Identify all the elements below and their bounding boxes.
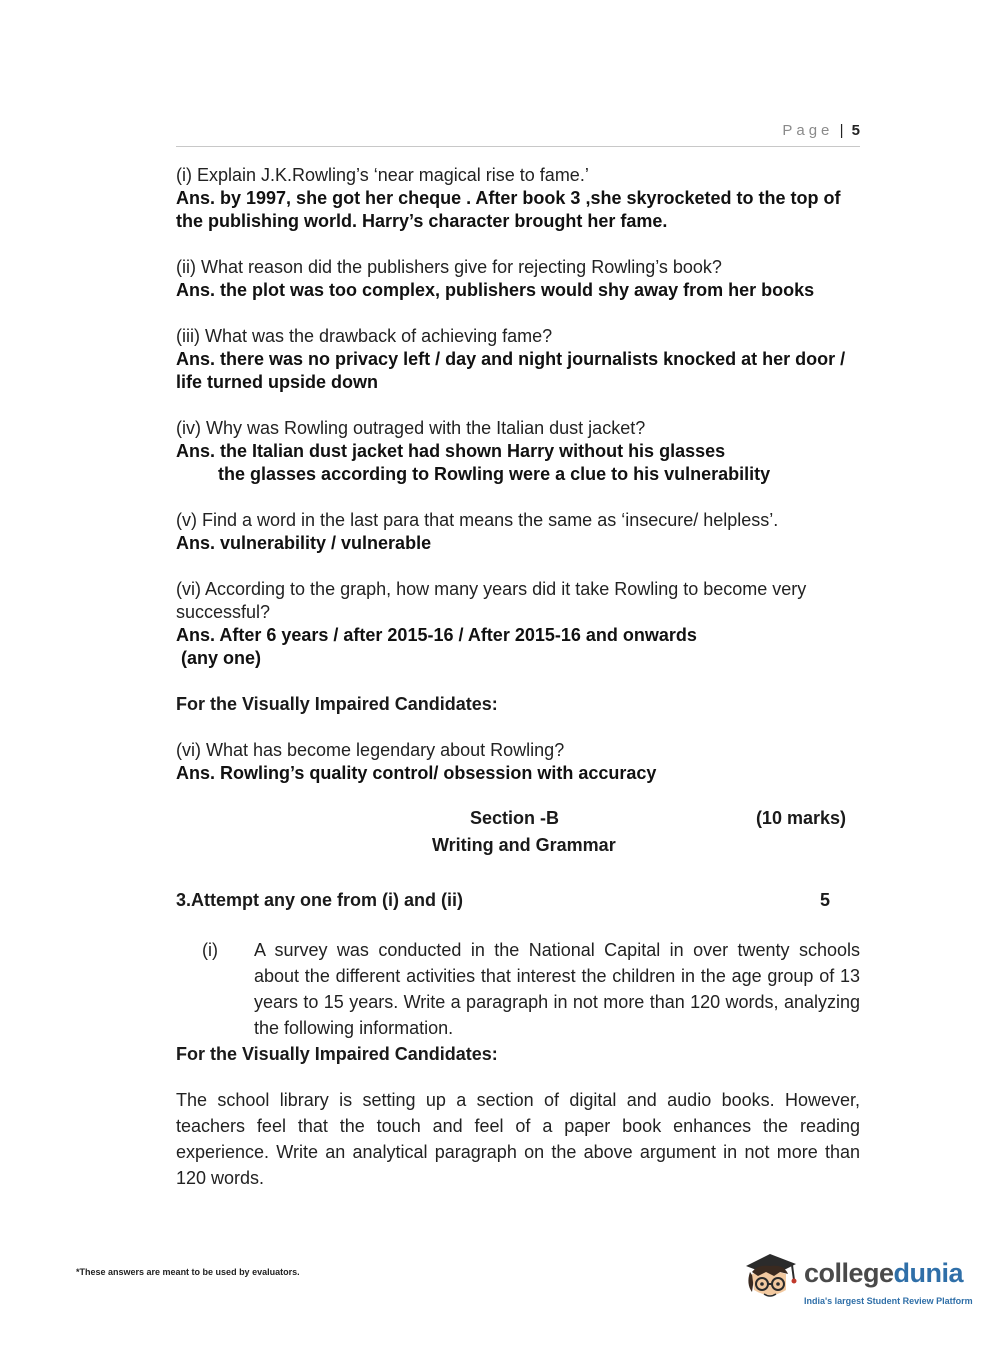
section-title: Section -B	[470, 808, 560, 828]
question-option	[176, 937, 860, 1041]
answer-text: Ans. the plot was too complex, publishers would shy away from her books	[176, 280, 815, 300]
answer-text: Ans. the Italian dust jacket had shown Harry without his glasses	[176, 441, 726, 461]
visually-impaired-heading: For the Visually Impaired Candidates:	[176, 694, 498, 714]
option-text: A survey was conducted in the National Capital in over twenty schools about the different activities that interest the children in the age group of 13 years to 15 years. Write a paragraph in not more than 120 words, analyzing the following information.	[254, 940, 860, 1038]
visually-impaired-paragraph: The school library is setting up a section of digital and audio books. However, teachers feel that the touch and feel of a paper book enhances the reading experience. Write an analytical paragraph on the above argument in not more than 120 words.	[176, 1090, 860, 1188]
page-separator: |	[839, 122, 844, 139]
qa-item	[176, 325, 860, 394]
question-text: (i) Explain J.K.Rowling’s ‘near magical rise to fame.’	[176, 165, 589, 185]
question-instruction	[176, 890, 860, 911]
logo-wordmark-a: college	[804, 1258, 894, 1288]
logo-tagline: India's largest Student Review Platform	[804, 1296, 973, 1306]
question-text: (vi) What has become legendary about Rowling?	[176, 740, 565, 760]
question-text: (iii) What was the drawback of achieving fame?	[176, 326, 553, 346]
question-text: (v) Find a word in the last para that means the same as ‘insecure/ helpless’.	[176, 510, 779, 530]
question-text: (iv) Why was Rowling outraged with the Italian dust jacket?	[176, 418, 646, 438]
page-label: Page	[782, 122, 834, 139]
logo-wordmark-b: dunia	[893, 1258, 964, 1288]
instruction-marks: 5	[819, 890, 830, 910]
option-numeral: (i)	[202, 940, 218, 960]
logo-wordmark	[804, 1258, 963, 1289]
section-subtitle: Writing and Grammar	[432, 835, 616, 855]
collegedunia-logo	[740, 1250, 973, 1320]
qa-item-visually-impaired	[176, 739, 860, 785]
answer-text: Ans. Rowling’s quality control/ obsession with accuracy	[176, 763, 657, 783]
question-text: (vi) According to the graph, how many years did it take Rowling to become very successful?	[176, 579, 807, 622]
section-marks: (10 marks)	[755, 808, 846, 828]
question-text: (ii) What reason did the publishers give for rejecting Rowling’s book?	[176, 257, 722, 277]
visually-impaired-heading: For the Visually Impaired Candidates:	[176, 1044, 498, 1064]
instruction-text: 3.Attempt any one from (i) and (ii)	[176, 890, 464, 910]
answer-note: (any one)	[176, 648, 262, 668]
answer-text: Ans. by 1997, she got her cheque . After book 3 ,she skyrocketed to the top of the publishing world. Harry’s character brought her fame.	[176, 188, 841, 231]
qa-item	[176, 578, 860, 670]
footer-note: *These answers are meant to be used by evaluators.	[76, 1267, 300, 1277]
section-heading	[176, 808, 860, 864]
answer-text: Ans. After 6 years / after 2015-16 / After 2015-16 and onwards	[176, 625, 697, 645]
answer-text: Ans. vulnerability / vulnerable	[176, 533, 432, 553]
qa-item	[176, 164, 860, 233]
page-header	[176, 122, 860, 147]
qa-item	[176, 417, 860, 486]
answer-text-continued: the glasses according to Rowling were a clue to his vulnerability	[218, 464, 771, 484]
mascot-icon	[740, 1250, 802, 1316]
qa-item	[176, 509, 860, 555]
qa-item	[176, 256, 860, 302]
document-content	[176, 164, 860, 1191]
page-number: 5	[851, 122, 860, 139]
answer-text: Ans. there was no privacy left / day and night journalists knocked at her door / life turned upside down	[176, 349, 846, 392]
